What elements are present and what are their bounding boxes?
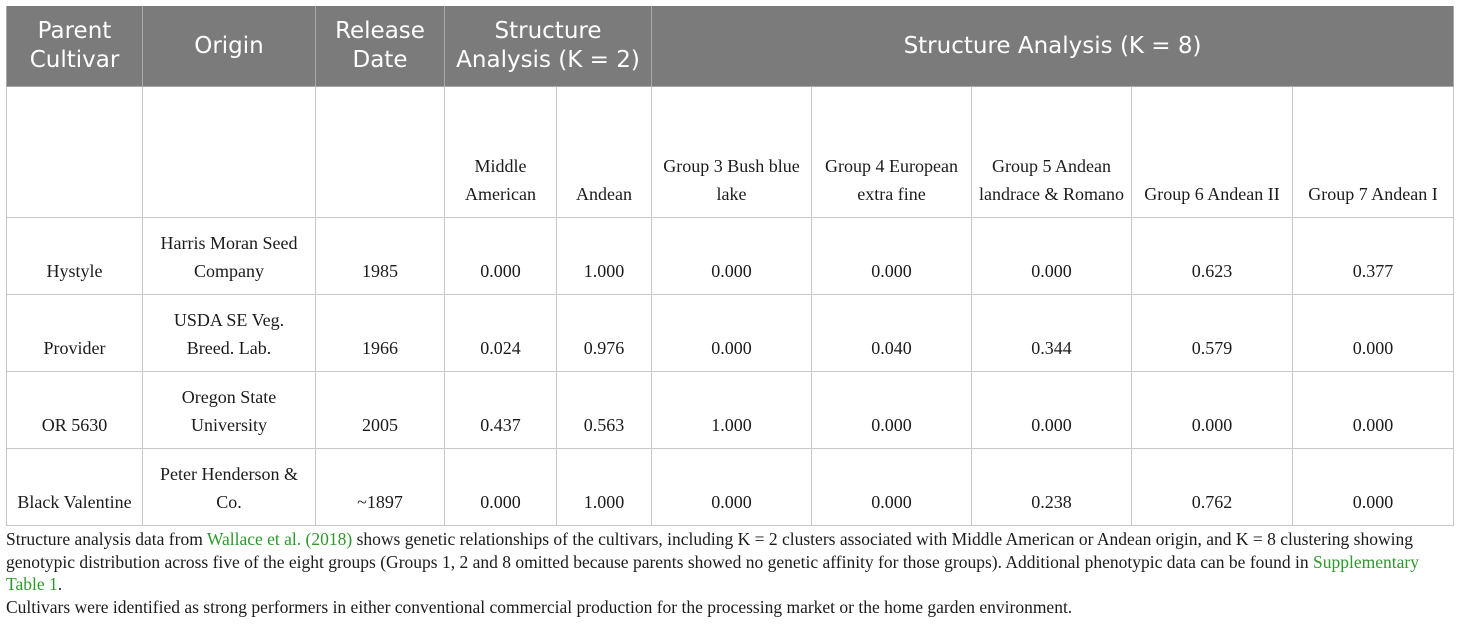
cell-origin: Harris Moran Seed Company (143, 218, 316, 295)
cell-value: 0.437 (445, 372, 557, 449)
cell-value: 0.000 (972, 372, 1132, 449)
cell-value: 0.000 (1132, 372, 1293, 449)
caption-text: . (57, 574, 63, 594)
table-caption (6, 528, 1455, 618)
subheader-group7: Group 7 Andean I (1293, 87, 1454, 218)
header-origin: Origin (143, 6, 316, 87)
cell-value: 0.000 (445, 449, 557, 526)
caption-text: shows genetic relationships of the cultivars, including K = 2 clusters associated with Middle American or Andean origin, and K = 8 clustering showing genotypic distribution across five of the eight groups (Groups 1, 2 and 8 omitted because parents showed no genetic affinity for those groups). Additional phenotypic data can be found in (6, 529, 1413, 572)
subheader-cell (316, 87, 445, 218)
subheader-row (7, 87, 1454, 218)
cell-value: 0.377 (1293, 218, 1454, 295)
cell-value: 0.000 (652, 295, 812, 372)
header-structure-k2: Structure Analysis (K = 2) (445, 6, 652, 87)
table-row (7, 372, 1454, 449)
cell-value: 0.000 (1293, 372, 1454, 449)
header-release-date: Release Date (316, 6, 445, 87)
cell-value: 1.000 (557, 218, 652, 295)
wallace-citation-link[interactable]: Wallace et al. (2018) (206, 529, 353, 549)
subheader-group5: Group 5 Andean landrace & Romano (972, 87, 1132, 218)
cell-origin: USDA SE Veg. Breed. Lab. (143, 295, 316, 372)
cell-value: 0.344 (972, 295, 1132, 372)
structure-table (6, 6, 1454, 526)
cell-value: 1.000 (557, 449, 652, 526)
cell-cultivar: Hystyle (7, 218, 143, 295)
cell-value: 0.000 (972, 218, 1132, 295)
caption-paragraph-1 (6, 528, 1455, 596)
cell-cultivar: Black Valentine (7, 449, 143, 526)
cell-value: 0.579 (1132, 295, 1293, 372)
caption-paragraph-2: Cultivars were identified as strong performers in either conventional commercial production for the processing market or the home garden environment. (6, 596, 1073, 617)
table-header-row (7, 6, 1454, 87)
caption-text: Structure analysis data from (6, 529, 207, 549)
cell-value: 0.000 (812, 449, 972, 526)
cell-cultivar: Provider (7, 295, 143, 372)
cell-value: 0.238 (972, 449, 1132, 526)
cell-release-date: 2005 (316, 372, 445, 449)
cell-value: 0.623 (1132, 218, 1293, 295)
subheader-cell (7, 87, 143, 218)
cell-value: 0.000 (652, 449, 812, 526)
cell-value: 0.000 (812, 218, 972, 295)
cell-value: 0.040 (812, 295, 972, 372)
cell-cultivar: OR 5630 (7, 372, 143, 449)
cell-release-date: 1966 (316, 295, 445, 372)
subheader-middle-american: Middle American (445, 87, 557, 218)
header-parent-cultivar: Parent Cultivar (7, 6, 143, 87)
cell-value: 0.024 (445, 295, 557, 372)
table-row (7, 218, 1454, 295)
cell-value: 1.000 (652, 372, 812, 449)
cell-value: 0.000 (1293, 295, 1454, 372)
cell-value: 0.762 (1132, 449, 1293, 526)
cell-origin: Oregon State University (143, 372, 316, 449)
cell-value: 0.000 (652, 218, 812, 295)
cell-value: 0.000 (445, 218, 557, 295)
cell-value: 0.000 (1293, 449, 1454, 526)
subheader-cell (143, 87, 316, 218)
cell-value: 0.563 (557, 372, 652, 449)
subheader-group4: Group 4 European extra fine (812, 87, 972, 218)
cell-value: 0.000 (812, 372, 972, 449)
cell-release-date: 1985 (316, 218, 445, 295)
table-row (7, 295, 1454, 372)
subheader-andean: Andean (557, 87, 652, 218)
subheader-group3: Group 3 Bush blue lake (652, 87, 812, 218)
cell-origin: Peter Henderson & Co. (143, 449, 316, 526)
subheader-group6: Group 6 Andean II (1132, 87, 1293, 218)
cell-release-date: ~1897 (316, 449, 445, 526)
header-structure-k8: Structure Analysis (K = 8) (652, 6, 1454, 87)
table-row (7, 449, 1454, 526)
supplementary-table-link[interactable]: Supplementary Table 1 (6, 551, 1419, 594)
cell-value: 0.976 (557, 295, 652, 372)
